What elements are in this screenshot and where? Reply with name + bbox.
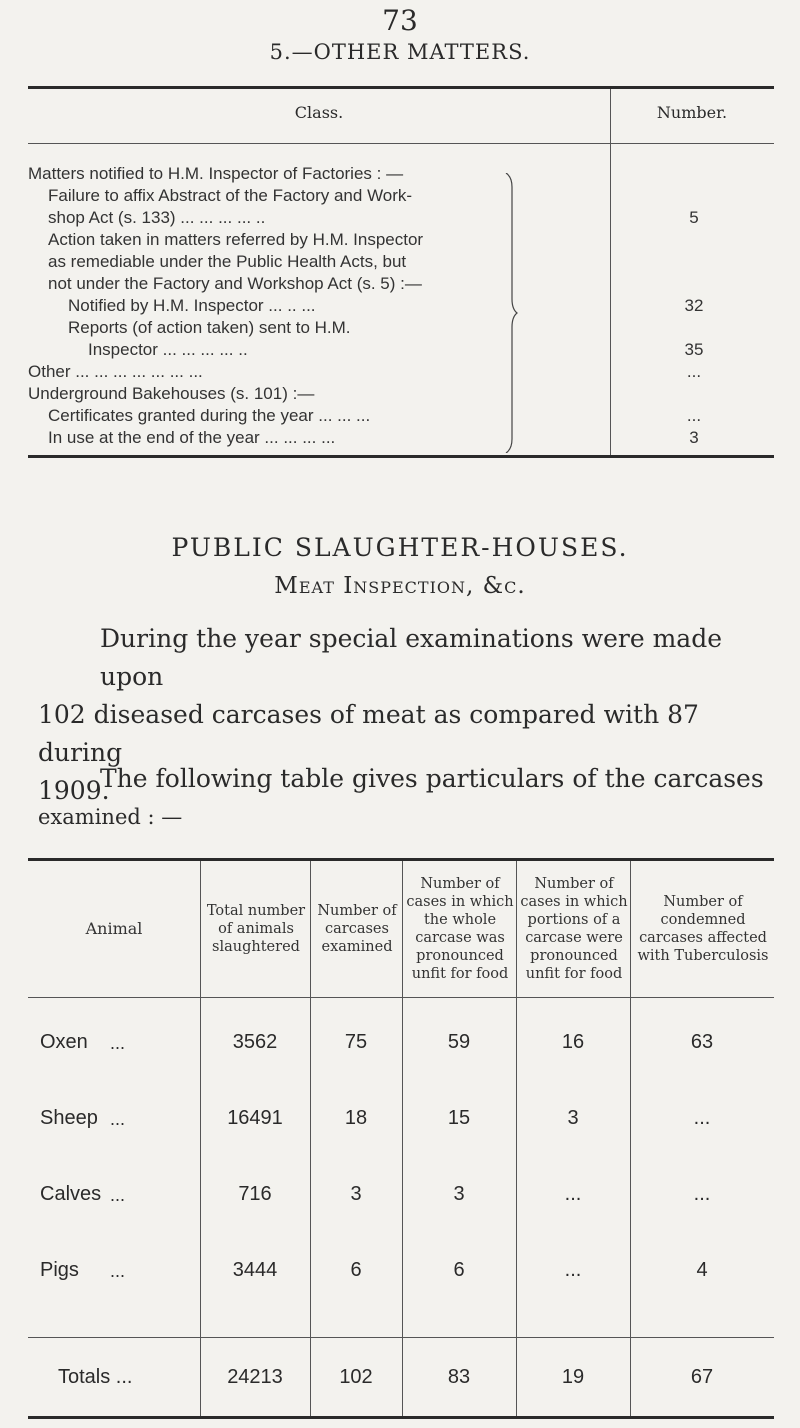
- table1-row-text: Failure to affix Abstract of the Factory and Work-: [48, 186, 413, 205]
- table1-row-text: Notified by H.M. Inspector ... .. ...: [68, 296, 316, 315]
- brace-icon: [504, 173, 518, 453]
- leader-dots: ...: [110, 1109, 126, 1129]
- other-matters-table: [28, 86, 774, 458]
- cell-examined: 75: [344, 1031, 368, 1053]
- header-carcases-examined: Number of carcases examined: [317, 903, 397, 955]
- total-slaughtered: 24213: [227, 1366, 283, 1388]
- header-portions-unfit: Number of cases in which portions of a carcase were pronounced unfit for food: [520, 876, 628, 982]
- animal-label: Oxen: [40, 1031, 88, 1053]
- cell-whole: 15: [447, 1107, 471, 1129]
- table1-row-text: Matters notified to H.M. Inspector of Factories : —: [28, 164, 404, 183]
- cell-examined: 6: [350, 1259, 362, 1281]
- page-subtitle: Meat Inspection, &c.: [274, 573, 526, 599]
- table1-row-text: Certificates granted during the year ... ... ...: [48, 406, 371, 425]
- cell-portions: 3: [567, 1107, 579, 1129]
- leader-dots: ...: [110, 1033, 126, 1053]
- cell-total: 3444: [232, 1259, 278, 1281]
- cell-whole: 3: [453, 1183, 465, 1205]
- table1-row-value: 32: [684, 296, 704, 315]
- header-whole-unfit: Number of cases in which the whole carcase was pronounced unfit for food: [406, 876, 514, 982]
- paragraph-line: 102 diseased carcases of meat as compared with 87 during: [38, 700, 699, 767]
- paragraph-line: 1909.: [38, 776, 110, 805]
- table1-row-text: shop Act (s. 133) ... ... ... ... ..: [48, 208, 266, 227]
- cell-examined: 18: [344, 1107, 368, 1129]
- table1-row-value: ...: [686, 362, 702, 381]
- total-portions: 19: [561, 1366, 585, 1388]
- total-examined: 102: [339, 1366, 373, 1388]
- column-divider: [516, 861, 517, 1416]
- column-divider: [200, 861, 201, 1416]
- table1-row-value: 35: [684, 340, 704, 359]
- totals-divider: [28, 1337, 774, 1338]
- table1-row-text: Inspector ... ... ... ... ..: [88, 340, 248, 359]
- cell-portions: ...: [564, 1183, 582, 1205]
- table1-row-text: not under the Factory and Workshop Act (s. 5) :—: [48, 274, 422, 293]
- table1-row-value: 3: [689, 428, 699, 447]
- header-class: Class.: [294, 103, 344, 122]
- leader-dots: ...: [110, 1185, 126, 1205]
- cell-tb: 63: [690, 1031, 714, 1053]
- cell-whole: 6: [453, 1259, 465, 1281]
- table1-row-text: Reports (of action taken) sent to H.M.: [68, 318, 351, 337]
- table1-row-text: Action taken in matters referred by H.M. Inspector: [48, 230, 424, 249]
- table1-row-value: ...: [686, 406, 702, 425]
- cell-tb: ...: [693, 1183, 711, 1205]
- paragraph-line: During the year special examinations were made upon: [100, 624, 722, 691]
- cell-portions: 16: [561, 1031, 585, 1053]
- paragraph-2: [38, 760, 778, 836]
- cell-examined: 3: [350, 1183, 362, 1205]
- carcases-table: [28, 858, 774, 1419]
- animal-label: Pigs: [40, 1259, 79, 1281]
- cell-tb: 4: [696, 1259, 708, 1281]
- cell-total: 16491: [227, 1107, 283, 1129]
- column-divider: [402, 861, 403, 1416]
- table1-row-value: 5: [689, 208, 699, 227]
- header-animal: Animal: [85, 919, 143, 938]
- table1-row-text: Other ... ... ... ... ... ... ...: [28, 362, 203, 381]
- animal-label: Sheep: [40, 1107, 98, 1129]
- cell-whole: 59: [447, 1031, 471, 1053]
- paragraph-line: examined : —: [38, 805, 183, 829]
- header-number: Number.: [656, 103, 728, 122]
- cell-portions: ...: [564, 1259, 582, 1281]
- cell-tb: ...: [693, 1107, 711, 1129]
- total-whole: 83: [447, 1366, 471, 1388]
- cell-total: 716: [238, 1183, 272, 1205]
- page-title: PUBLIC SLAUGHTER-HOUSES.: [171, 533, 629, 562]
- column-divider: [630, 861, 631, 1416]
- table1-row-text: Underground Bakehouses (s. 101) :—: [28, 384, 315, 403]
- cell-total: 3562: [232, 1031, 278, 1053]
- header-divider: [28, 997, 774, 998]
- section-heading: 5.—OTHER MATTERS.: [269, 40, 531, 64]
- header-total-slaughtered: Total number of animals slaughtered: [206, 903, 306, 955]
- table1-row-text: as remediable under the Public Health Acts, but: [48, 252, 407, 271]
- column-divider: [310, 861, 311, 1416]
- animal-label: Calves: [40, 1183, 102, 1205]
- page-number: 73: [382, 4, 418, 37]
- leader-dots: ...: [110, 1261, 126, 1281]
- header-tuberculosis: Number of condemned carcases affected with Tuberculosis: [637, 894, 769, 964]
- header-divider: [28, 143, 774, 144]
- table1-row-text: In use at the end of the year ... ... ... ...: [48, 428, 336, 447]
- totals-label: Totals ...: [58, 1366, 133, 1388]
- total-tb: 67: [690, 1366, 714, 1388]
- paragraph-line: The following table gives particulars of the carcases: [100, 764, 764, 793]
